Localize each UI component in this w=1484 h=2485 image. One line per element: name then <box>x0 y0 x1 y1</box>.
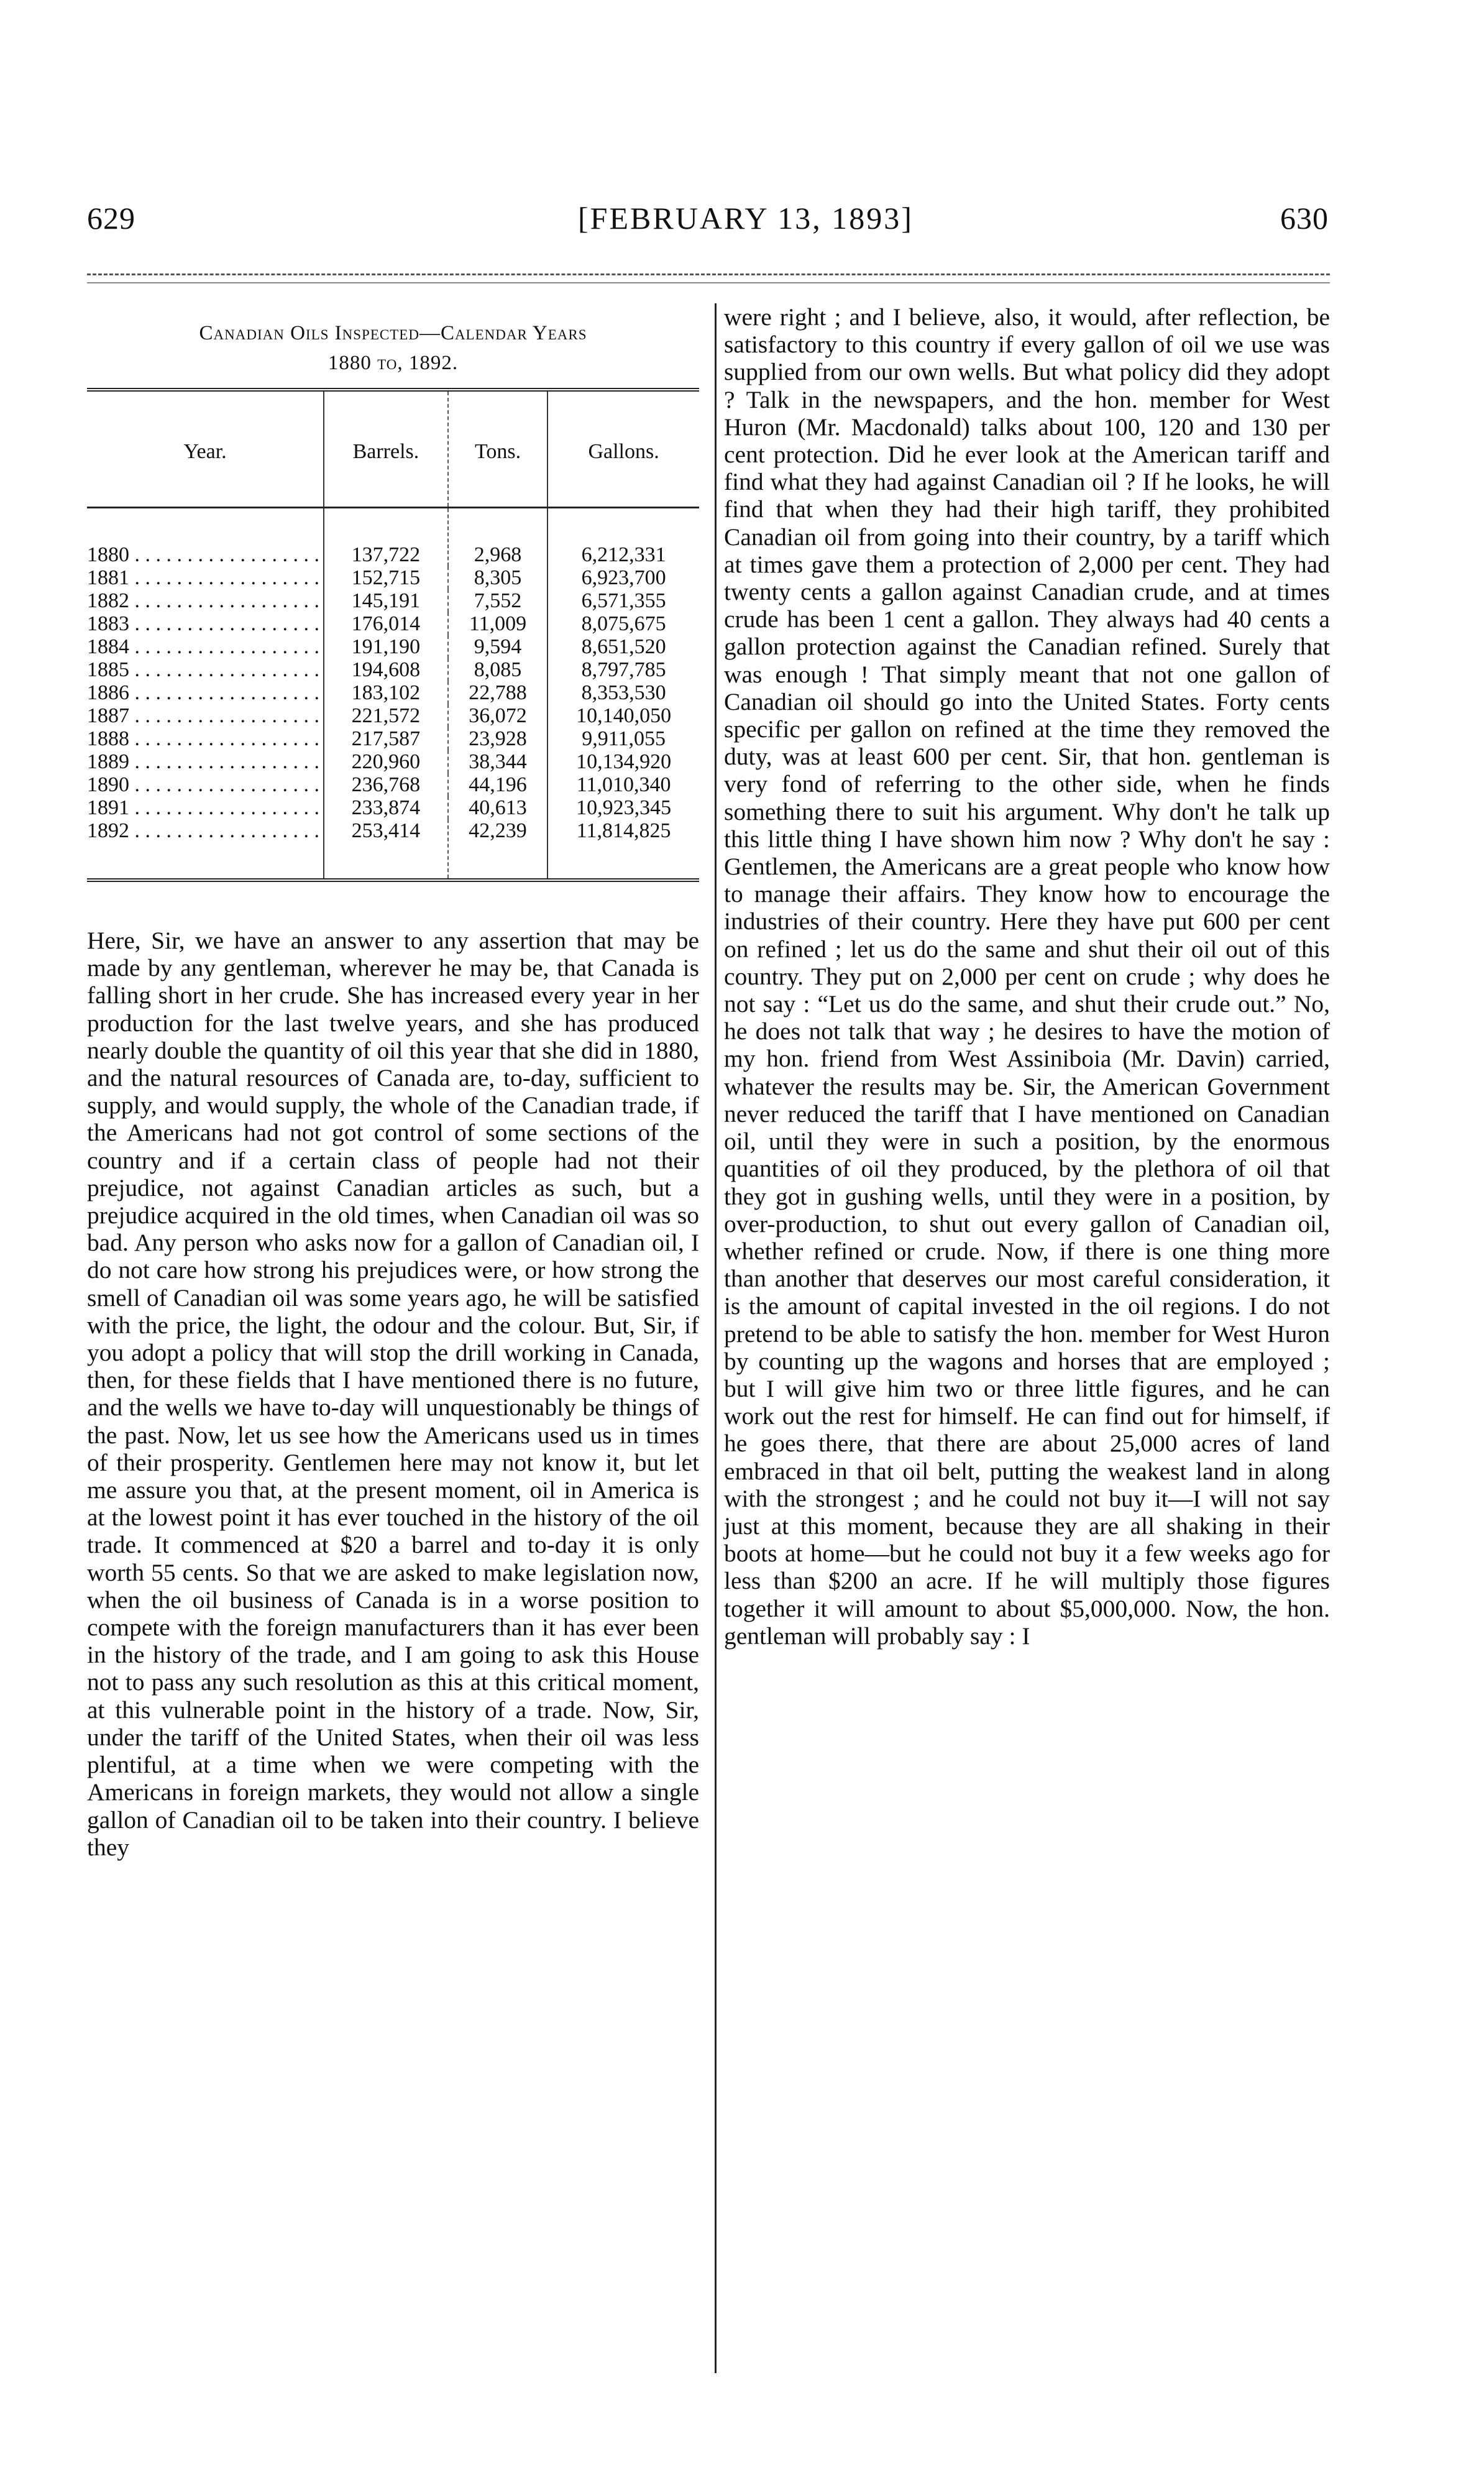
table-row <box>87 750 699 773</box>
table-row <box>87 704 699 727</box>
table-cell-year: 1886 . . . <box>87 681 324 704</box>
table-cell-year: 1880 . . . <box>87 508 324 567</box>
table-row <box>87 819 699 880</box>
table-cell-barrels: 152,715 <box>324 566 448 589</box>
table-cell-gallons: 11,814,825 <box>547 819 699 880</box>
right-column-paragraph: were right ; and I believe, also, it would, after reflection, be satisfactory to this country if every gallon of oil we use was supplied from our own wells. But what policy did they adopt ? Talk in the newspapers, and the hon. member for West Huron (Mr. Macdonald) talks about 100, 120 and 130 per cent protection. Did he ever look at the American tariff and find what they had against Canadian oil ? If he looks, he will find that when they had their high tariff, they prohibited Canadian oil from going into their country, by a tariff which at times gave them a protection of 2,000 per cent. They had twenty cents a gallon against Canadian crude, and at times crude has been 1 cent a gallon. They always had 40 cents a gallon protection against the Canadian refined. Surely that was enough ! That simply meant that not one gallon of Canadian oil should go into the United States. Forty cents specific per gallon on refined at the time they removed the duty, was at least 600 per cent. Sir, that hon. gentleman is very fond of referring to the other side, when he finds something there to suit his argument. Why don't he talk up this little thing I have shown him now ? Why don't he say : Gentlemen, the Americans are a great people who know how to manage their affairs. They know how to encourage the industries of their country. Here they have put 600 per cent on refined ; let us do the same and shut their oil out of this country. They put on 2,000 per cent on crude ; why does he not say : “Let us do the same, and shut their crude out.” No, he does not talk that way ; he desires to have the motion of my hon. friend from West Assiniboia (Mr. Davin) carried, whatever the results may be. Sir, the American Government never reduced the tariff that I have mentioned on Canadian oil, until they were in such a position, by the enormous quantities of oil they produced, by the plethora of oil that they got in gushing wells, until they were in a position, by over-production, to shut out every gallon of Canadian oil, whether refined or crude. Now, if there is one thing more than another that deserves our most careful consideration, it is the amount of capital invested in the oil regions. I do not pretend to be able to satisfy the hon. member for West Huron by counting up the wagons and horses that are employed ; but I will give him two or three little figures, and he can work out the rest for himself. He can find out for himself, if he goes there, that there are about 25,000 acres of land embraced in that oil belt, putting the weakest land in along with the strongest ; and he could not buy it—I will not say just at this moment, because they are all shaking in their boots at home—but he could not buy it a few weeks ago for less than $200 an acre. If he will multiply those figures together it will amount to about $5,000,000. Now, the hon. gentleman will probably say : I <box>724 303 1330 1650</box>
table-cell-year: 1891 . . . <box>87 796 324 819</box>
table-cell-tons: 7,552 <box>448 589 547 612</box>
column-header-year: Year. <box>183 440 227 463</box>
table-row <box>87 635 699 658</box>
table-body <box>87 508 699 881</box>
table-cell-year: 1889 . . . <box>87 750 324 773</box>
column-header-gallons: Gallons. <box>547 390 699 508</box>
table-cell-tons: 44,196 <box>448 773 547 796</box>
table-cell-tons: 36,072 <box>448 704 547 727</box>
table-title <box>87 318 699 378</box>
table-cell-barrels: 217,587 <box>324 727 448 750</box>
table-cell-year: 1883 . . . <box>87 612 324 635</box>
left-column-paragraph: Here, Sir, we have an answer to any assertion that may be made by any gentleman, wherever he may be, that Canada is falling short in her crude. She has increased every year in her production for the last twelve years, and she has produced nearly double the quantity of oil this year that she did in 1880, and the natural resources of Canada are, to-day, sufficient to supply, and would supply, the whole of the Canadian trade, if the Americans had not got control of some sections of the country and if a certain class of people had not their prejudice, not against Canadian articles as such, but a prejudice acquired in the old times, when Canadian oil was so bad. Any person who asks now for a gallon of Canadian oil, I do not care how strong his prejudices were, or how strong the smell of Canadian oil was some years ago, he will be satisfied with the price, the light, the odour and the colour. But, Sir, if you adopt a policy that will stop the drill working in Canada, then, for these fields that I have mentioned there is no future, and the wells we have to-day will unquestionably be things of the past. Now, let us see how the Americans used us in times of their prosperity. Gentlemen here may not know it, but let me assure you that, at the present moment, oil in America is at the lowest point it has ever touched in the history of the oil trade. It commenced at $20 a barrel and to-day it is only worth 55 cents. So that we are asked to make legislation now, when the oil business of Canada is in a worse position to compete with the foreign manufacturers than it has ever been in the history of the trade, and I am going to ask this House not to pass any such resolution as this at this critical moment, at this vulnerable point in the history of a trade. Now, Sir, under the tariff of the United States, when their oil was less plentiful, at a time when we were competing with the Americans in foreign markets, they would not allow a single gallon of Canadian oil to be taken into their country. I believe they <box>87 927 699 1861</box>
table-cell-tons: 8,085 <box>448 658 547 681</box>
table-row <box>87 727 699 750</box>
table-cell-year: 1887 . . . <box>87 704 324 727</box>
table-cell-gallons: 10,923,345 <box>547 796 699 819</box>
table-row <box>87 681 699 704</box>
table-cell-barrels: 191,190 <box>324 635 448 658</box>
table-cell-gallons: 8,353,530 <box>547 681 699 704</box>
table-cell-barrels: 137,722 <box>324 508 448 567</box>
table-row <box>87 796 699 819</box>
table-cell-gallons: 6,212,331 <box>547 508 699 567</box>
table-cell-tons: 23,928 <box>448 727 547 750</box>
table-cell-barrels: 253,414 <box>324 819 448 880</box>
column-divider <box>715 303 717 2373</box>
table-cell-gallons: 10,134,920 <box>547 750 699 773</box>
table-cell-gallons: 9,911,055 <box>547 727 699 750</box>
table-cell-year: 1882 . . . <box>87 589 324 612</box>
table-cell-barrels: 183,102 <box>324 681 448 704</box>
table-cell-tons: 8,305 <box>448 566 547 589</box>
column-header-barrels: Barrels. <box>324 390 448 508</box>
header-rule-2 <box>87 282 1330 283</box>
table-cell-barrels: 236,768 <box>324 773 448 796</box>
page-number-right: 630 <box>1280 201 1329 236</box>
header-rule <box>87 273 1330 275</box>
table-cell-tons: 2,968 <box>448 508 547 567</box>
table-cell-year: 1890 . . . <box>87 773 324 796</box>
left-column <box>87 303 699 1861</box>
table-cell-gallons: 11,010,340 <box>547 773 699 796</box>
table-cell-year: 1892 . . . <box>87 819 324 880</box>
table-cell-barrels: 233,874 <box>324 796 448 819</box>
table-cell-year: 1884 . . . <box>87 635 324 658</box>
table-cell-gallons: 10,140,050 <box>547 704 699 727</box>
table-title-line-2: 1880 to, 1892. <box>327 352 459 374</box>
table-cell-tons: 11,009 <box>448 612 547 635</box>
table-cell-gallons: 8,797,785 <box>547 658 699 681</box>
right-column <box>724 303 1330 1650</box>
table-cell-tons: 40,613 <box>448 796 547 819</box>
table-cell-barrels: 176,014 <box>324 612 448 635</box>
table-cell-tons: 22,788 <box>448 681 547 704</box>
table-row <box>87 773 699 796</box>
table-cell-gallons: 8,075,675 <box>547 612 699 635</box>
table-cell-year: 1885 . . . <box>87 658 324 681</box>
table-cell-gallons: 8,651,520 <box>547 635 699 658</box>
table-cell-gallons: 6,923,700 <box>547 566 699 589</box>
table-cell-barrels: 194,608 <box>324 658 448 681</box>
table-row <box>87 566 699 589</box>
table-cell-barrels: 221,572 <box>324 704 448 727</box>
table-cell-barrels: 220,960 <box>324 750 448 773</box>
table-cell-barrels: 145,191 <box>324 589 448 612</box>
page-date-header: [FEBRUARY 13, 1893] <box>578 201 914 236</box>
table-cell-year: 1881 . . . <box>87 566 324 589</box>
table-cell-tons: 38,344 <box>448 750 547 773</box>
oils-inspected-table <box>87 388 699 882</box>
page-number-left: 629 <box>87 201 135 236</box>
table-cell-tons: 9,594 <box>448 635 547 658</box>
table-row <box>87 612 699 635</box>
table-row <box>87 589 699 612</box>
table-cell-tons: 42,239 <box>448 819 547 880</box>
table-header-row <box>87 390 699 508</box>
column-header-tons: Tons. <box>448 390 547 508</box>
table-row <box>87 508 699 567</box>
table-cell-gallons: 6,571,355 <box>547 589 699 612</box>
table-row <box>87 658 699 681</box>
table-title-line-1: Canadian Oils Inspected—Calendar Years <box>199 322 587 344</box>
table-cell-year: 1888 . . . <box>87 727 324 750</box>
